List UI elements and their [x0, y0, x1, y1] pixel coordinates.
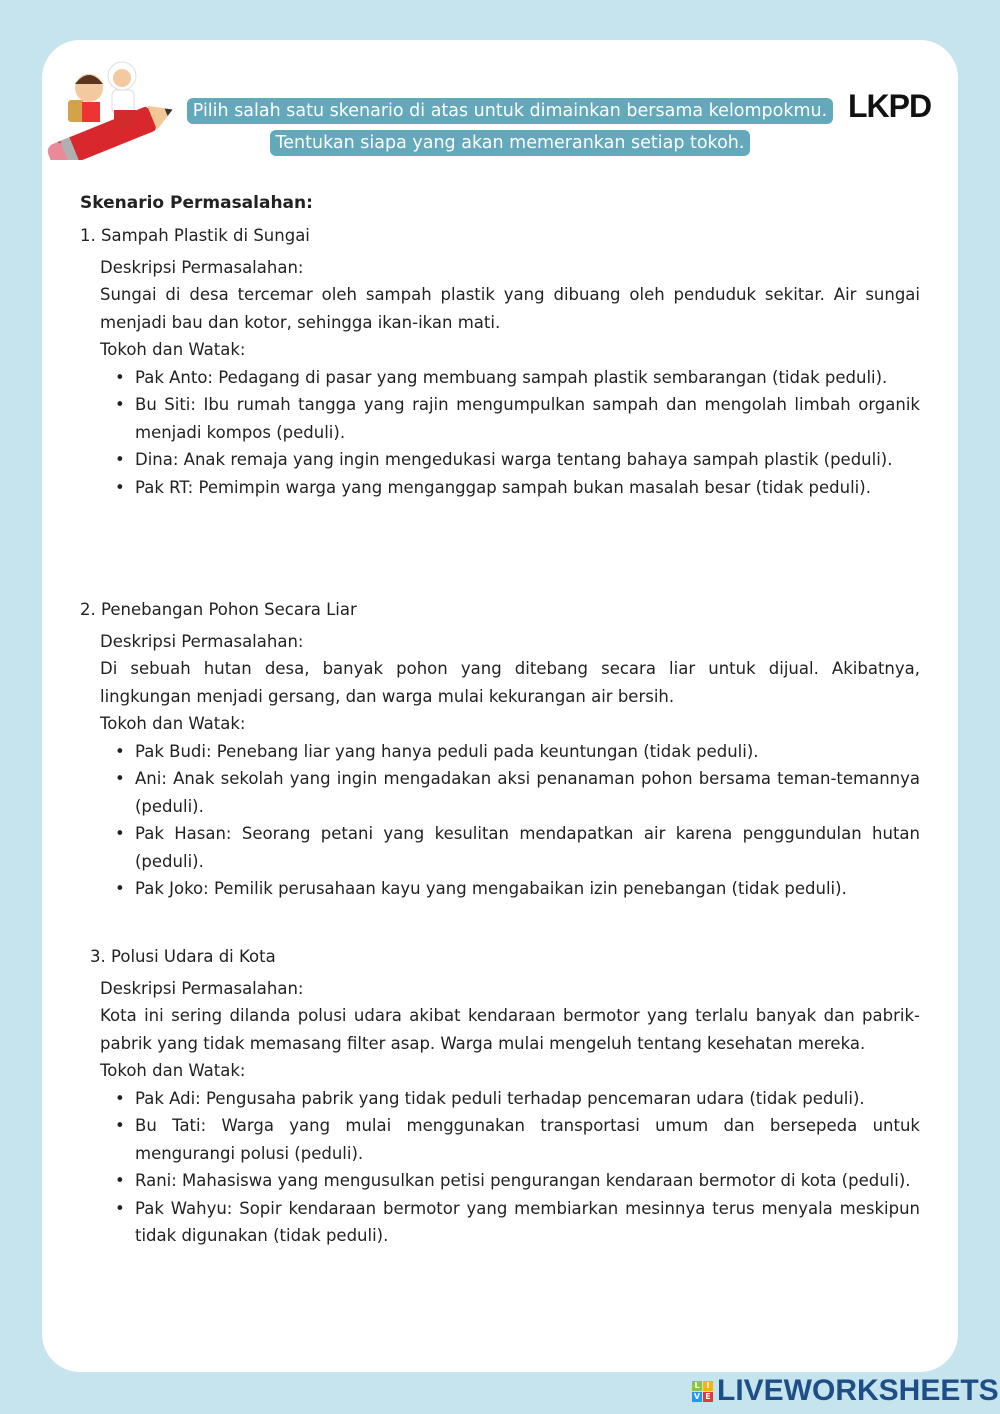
description-text: Di sebuah hutan desa, banyak pohon yang ditebang secara liar untuk dijual. Akibatnya, lingkungan menjadi gersang, dan warga mulai kekurangan air bersih.: [100, 659, 920, 706]
description-label: Deskripsi Permasalahan:: [100, 631, 304, 651]
list-item: • Ani: Anak sekolah yang ingin mengadakan aksi penanaman pohon bersama teman-temannya (peduli).: [135, 765, 920, 820]
kids-on-pencil-illustration: [44, 50, 179, 160]
list-item: • Pak Joko: Pemilik perusahaan kayu yang mengabaikan izin penebangan (tidak peduli).: [135, 875, 920, 903]
scenario-title: 1. Sampah Plastik di Sungai: [80, 226, 310, 245]
logo-text: LIVEWORKSHEETS: [717, 1374, 999, 1407]
characters-label: Tokoh dan Watak:: [100, 340, 246, 359]
character-list: [80, 738, 920, 903]
list-item: • Pak Wahyu: Sopir kendaraan bermotor yang membiarkan mesinnya terus menyala meskipun tidak digunakan (tidak peduli).: [135, 1195, 920, 1250]
scenario-title: 3. Polusi Udara di Kota: [90, 947, 276, 966]
list-item: • Bu Tati: Warga yang mulai menggunakan transportasi umum dan bersepeda untuk mengurangi polusi (peduli).: [135, 1112, 920, 1167]
character-list: [80, 364, 920, 502]
scenario-3: [80, 943, 920, 1250]
description-text: Kota ini sering dilanda polusi udara akibat kendaraan bermotor yang terlalu banyak dan pabrik-pabrik yang tidak memasang filter asap. Warga mulai mengeluh tentang kesehatan mereka.: [100, 1006, 920, 1053]
instruction-banner: Pilih salah satu skenario di atas untuk dimainkan bersama kelompokmu. Tentukan siapa yang akan memerankan setiap tokoh.: [180, 95, 840, 159]
character-list: [80, 1085, 920, 1250]
section-heading: Skenario Permasalahan:: [80, 193, 313, 213]
list-item: • Rani: Mahasiswa yang mengusulkan petisi pengurangan kendaraan bermotor di kota (peduli).: [135, 1167, 920, 1195]
list-item: • Pak RT: Pemimpin warga yang menganggap sampah bukan masalah besar (tidak peduli).: [135, 474, 920, 502]
list-item: • Pak Hasan: Seorang petani yang kesulitan mendapatkan air karena penggundulan hutan (peduli).: [135, 820, 920, 875]
description-text: Sungai di desa tercemar oleh sampah plastik yang dibuang oleh penduduk sekitar. Air sungai menjadi bau dan kotor, sehingga ikan-ikan mati.: [100, 285, 920, 332]
list-item: • Pak Budi: Penebang liar yang hanya peduli pada keuntungan (tidak peduli).: [135, 738, 920, 766]
list-item: • Pak Anto: Pedagang di pasar yang membuang sampah plastik sembarangan (tidak peduli).: [135, 364, 920, 392]
list-item: • Dina: Anak remaja yang ingin mengedukasi warga tentang bahaya sampah plastik (peduli).: [135, 446, 920, 474]
scenario-2: [80, 596, 920, 903]
characters-label: Tokoh dan Watak:: [100, 714, 246, 733]
characters-label: Tokoh dan Watak:: [100, 1061, 246, 1080]
lkpd-title: LKPD: [848, 88, 932, 124]
description-label: Deskripsi Permasalahan:: [100, 257, 304, 277]
list-item: • Pak Adi: Pengusaha pabrik yang tidak peduli terhadap pencemaran udara (tidak peduli).: [135, 1085, 920, 1113]
scenario-1: [80, 222, 920, 501]
scenario-title: 2. Penebangan Pohon Secara Liar: [80, 600, 357, 619]
logo-blocks-icon: L I V E: [692, 1381, 713, 1402]
description-label: Deskripsi Permasalahan:: [100, 978, 304, 998]
liveworksheets-logo[interactable]: [692, 1374, 999, 1408]
list-item: • Bu Siti: Ibu rumah tangga yang rajin mengumpulkan sampah dan mengolah limbah organik menjadi kompos (peduli).: [135, 391, 920, 446]
